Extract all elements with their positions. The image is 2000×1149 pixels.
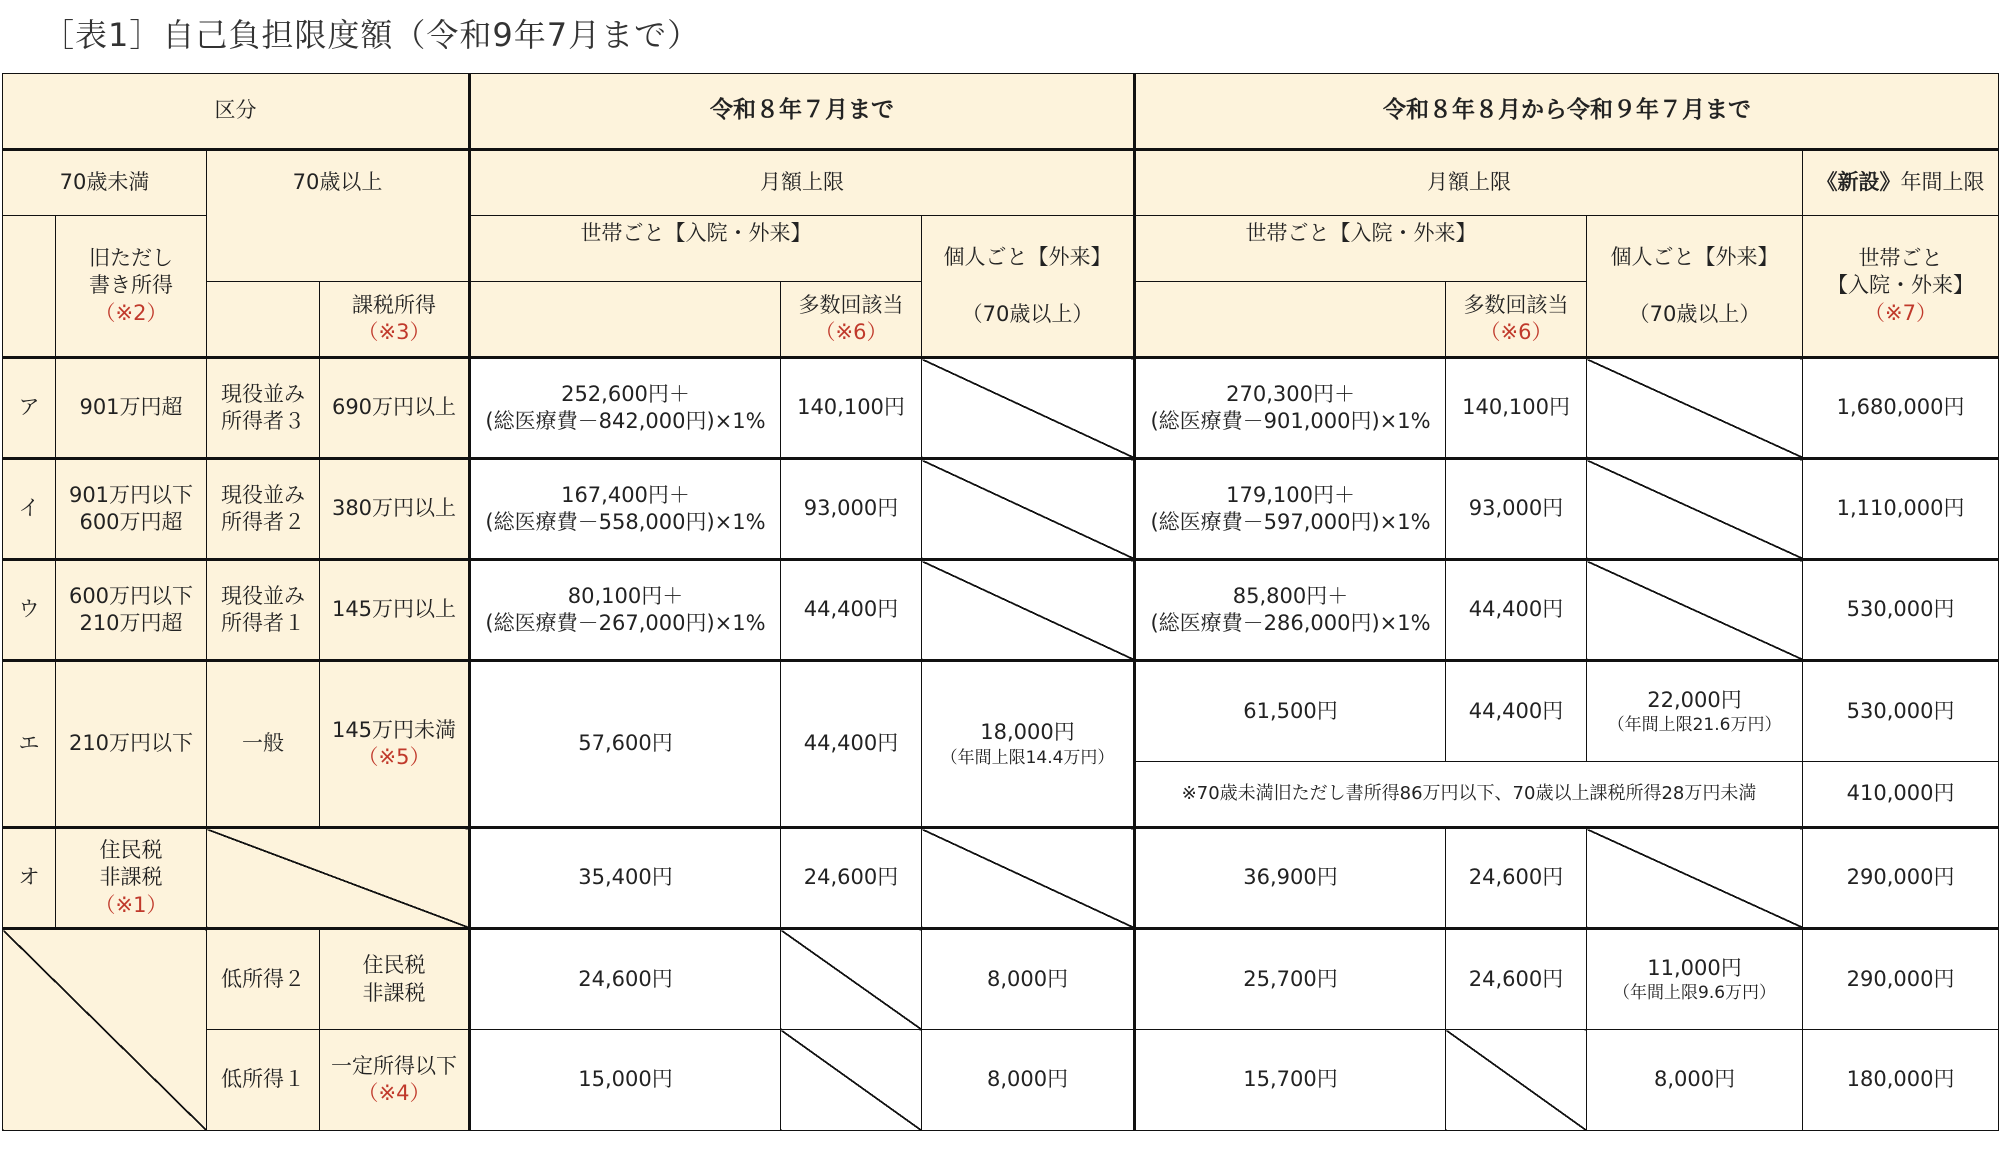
taxable-cell: [320, 1030, 470, 1131]
household-annual-header: [1803, 216, 1999, 358]
p1-many-cell: 140,100円: [781, 358, 922, 459]
p2-individual-empty: [1587, 459, 1803, 560]
p2-household-cell: [1135, 358, 1446, 459]
taxable-cell: [320, 929, 470, 1030]
p2-individual-empty: [1587, 358, 1803, 459]
p2-household-header: 世帯ごと【入院・外来】: [1135, 216, 1587, 282]
period2-header: 令和８年８月から令和９年７月まで: [1135, 74, 1999, 150]
p2-individual-age: （70歳以上）: [1628, 302, 1761, 326]
over70-empty: [207, 828, 470, 929]
annual-cell: 1,680,000円: [1803, 358, 1999, 459]
income-note: （※1）: [94, 892, 168, 917]
p2-monthly-limit-header: 月額上限: [1135, 150, 1803, 216]
p1-household-line1: 167,400円＋: [561, 482, 690, 507]
p1-individual-value: 18,000円: [980, 720, 1075, 745]
p2-many-cell: 44,400円: [1446, 661, 1587, 762]
new-label: 《新設》: [1816, 170, 1901, 195]
income-cell: 210万円以下: [56, 661, 207, 828]
p2-many-times-note: （※6）: [1479, 320, 1553, 344]
household-annual-line1: 世帯ごと: [1858, 246, 1943, 271]
p1-household-line1: 80,100円＋: [567, 583, 684, 608]
annual-cell: 1,110,000円: [1803, 459, 1999, 560]
income-cell: [56, 828, 207, 929]
taxable-note: （※5）: [357, 745, 431, 769]
p1-individual-annual: （年間上限14.4万円）: [940, 747, 1115, 768]
p1-individual-cell: 8,000円: [922, 1030, 1135, 1131]
p1-individual-cell: [922, 661, 1135, 828]
header-row-1: [3, 74, 1999, 150]
table-row: [3, 459, 1999, 560]
category-line1: 現役並み: [221, 381, 305, 406]
row-code: オ: [3, 828, 56, 929]
category-cell: 一般: [207, 661, 320, 828]
taxable-income-note: （※3）: [357, 320, 431, 344]
p1-household-line1: 252,600円＋: [561, 381, 690, 406]
taxable-line1: 住民税: [362, 953, 426, 978]
p1-household-line2: (総医療費－267,000円)×1%: [485, 611, 766, 635]
p2-many-cell: 140,100円: [1446, 358, 1587, 459]
copayment-limit-table: [2, 73, 1999, 1131]
p1-individual-age: （70歳以上）: [961, 302, 1094, 326]
household-annual-line2: 【入院・外来】: [1827, 273, 1975, 298]
p1-many-times-label: 多数回該当: [798, 292, 904, 317]
p1-household-cell: 57,600円: [470, 661, 781, 828]
category-line2: 所得者１: [221, 611, 305, 635]
category-line1: 現役並み: [221, 583, 305, 608]
p2-individual-cell: 8,000円: [1587, 1030, 1803, 1131]
annual-limit-header: [1803, 150, 1999, 216]
p2-household-line2: (総医療費－597,000円)×1%: [1150, 510, 1431, 534]
p1-household-cell: [470, 459, 781, 560]
income-line2: 600万円超: [79, 510, 183, 534]
p1-many-empty: [781, 1030, 922, 1131]
p2-individual-header: [1587, 216, 1803, 358]
p1-household-cell: 15,000円: [470, 1030, 781, 1131]
row-code: ウ: [3, 560, 56, 661]
p1-individual-empty: [922, 560, 1135, 661]
row-code: イ: [3, 459, 56, 560]
p1-household-line2: (総医療費－842,000円)×1%: [485, 409, 766, 433]
p1-many-times-note: （※6）: [814, 320, 888, 344]
p2-many-cell: 93,000円: [1446, 459, 1587, 560]
p2-household-line2: (総医療費－901,000円)×1%: [1150, 409, 1431, 433]
over70-header: 70歳以上: [207, 150, 470, 282]
category-cell: 低所得２: [207, 929, 320, 1030]
annual-cell: 290,000円: [1803, 828, 1999, 929]
taxable-line2: 非課税: [362, 980, 426, 1005]
annual-cell: 530,000円: [1803, 560, 1999, 661]
table-row: [3, 929, 1999, 1030]
taxable-line1: 145万円未満: [331, 717, 457, 742]
period1-header: 令和８年７月まで: [470, 74, 1135, 150]
category-cell: [207, 459, 320, 560]
over70-category-spacer: [207, 282, 320, 358]
row-code: ア: [3, 358, 56, 459]
p1-household-cell: [470, 560, 781, 661]
p2-many-cell: 44,400円: [1446, 560, 1587, 661]
p1-household-cell: 24,600円: [470, 929, 781, 1030]
p1-many-cell: 24,600円: [781, 828, 922, 929]
income-cell: [56, 560, 207, 661]
p2-household-line2: (総医療費－286,000円)×1%: [1150, 611, 1431, 635]
p1-individual-label: 個人ごと【外来】: [943, 244, 1112, 269]
header-row-2: [3, 150, 1999, 216]
p2-individual-label: 個人ごと【外来】: [1610, 244, 1779, 269]
household-annual-note: （※7）: [1864, 300, 1938, 325]
annual-cell: 530,000円: [1803, 661, 1999, 762]
category-cell: [207, 358, 320, 459]
under70-empty: [3, 929, 207, 1131]
old-income-header: [56, 216, 207, 358]
p1-monthly-limit-header: 月額上限: [470, 150, 1135, 216]
p1-household-cell: [470, 358, 781, 459]
category-line2: 所得者３: [221, 409, 305, 433]
category-cell: [207, 560, 320, 661]
table-row: [3, 358, 1999, 459]
p2-household-cell: 61,500円: [1135, 661, 1446, 762]
income-line1: 住民税: [99, 838, 163, 863]
under70-header: 70歳未満: [3, 150, 207, 216]
taxable-income-header: [320, 282, 470, 358]
category-line1: 現役並み: [221, 482, 305, 507]
p2-household-cell: 15,700円: [1135, 1030, 1446, 1131]
taxable-cell: 690万円以上: [320, 358, 470, 459]
table-row: [3, 661, 1999, 762]
p1-individual-empty: [922, 358, 1135, 459]
p1-household-line2: (総医療費－558,000円)×1%: [485, 510, 766, 534]
taxable-cell: 380万円以上: [320, 459, 470, 560]
p2-household-line1: 270,300円＋: [1226, 381, 1355, 406]
table-row: [3, 560, 1999, 661]
p2-household-cell: [1135, 560, 1446, 661]
taxable-income-label: 課税所得: [352, 292, 436, 317]
category-cell: 低所得１: [207, 1030, 320, 1131]
old-income-line2: 書き所得: [89, 273, 173, 298]
sub-annual-cell: 410,000円: [1803, 762, 1999, 828]
taxable-cell: [320, 661, 470, 828]
kubun-header: 区分: [3, 74, 470, 150]
p2-individual-annual: （年間上限21.6万円）: [1607, 715, 1782, 736]
p2-many-cell: 24,600円: [1446, 828, 1587, 929]
p2-individual-value: 22,000円: [1647, 687, 1742, 712]
p2-individual-value: 11,000円: [1647, 955, 1742, 980]
p1-individual-header: [922, 216, 1135, 358]
p1-many-cell: 93,000円: [781, 459, 922, 560]
p2-household-line1: 179,100円＋: [1226, 482, 1355, 507]
p1-household-header: 世帯ごと【入院・外来】: [470, 216, 922, 282]
taxable-line1: 一定所得以下: [331, 1053, 457, 1078]
p2-household-spacer: [1135, 282, 1446, 358]
p2-household-cell: 36,900円: [1135, 828, 1446, 929]
p1-many-times-header: [781, 282, 922, 358]
income-line1: 901万円以下: [68, 482, 194, 507]
low-income-note: ※70歳未満旧ただし書所得86万円以下、70歳以上課税所得28万円未満: [1135, 762, 1803, 828]
p2-household-cell: [1135, 459, 1446, 560]
p1-many-cell: 44,400円: [781, 661, 922, 828]
p1-individual-cell: 8,000円: [922, 929, 1135, 1030]
income-line1: 600万円以下: [68, 583, 194, 608]
p1-individual-empty: [922, 459, 1135, 560]
income-line2: 非課税: [99, 865, 163, 890]
old-income-note: （※2）: [94, 300, 168, 325]
p2-household-cell: 25,700円: [1135, 929, 1446, 1030]
taxable-cell: 145万円以上: [320, 560, 470, 661]
table-row: [3, 828, 1999, 929]
taxable-note: （※4）: [357, 1081, 431, 1105]
income-cell: 901万円超: [56, 358, 207, 459]
p2-individual-cell: [1587, 661, 1803, 762]
row-code: エ: [3, 661, 56, 828]
p1-many-empty: [781, 929, 922, 1030]
p2-household-line1: 85,800円＋: [1232, 583, 1349, 608]
p2-individual-empty: [1587, 560, 1803, 661]
table-row: [3, 1030, 1999, 1131]
annual-cell: 290,000円: [1803, 929, 1999, 1030]
income-line2: 210万円超: [79, 611, 183, 635]
category-line2: 所得者２: [221, 510, 305, 534]
p2-many-times-label: 多数回該当: [1463, 292, 1569, 317]
annual-cell: 180,000円: [1803, 1030, 1999, 1131]
under70-code-spacer: [3, 216, 56, 358]
p2-many-cell: 24,600円: [1446, 929, 1587, 1030]
income-cell: [56, 459, 207, 560]
p2-individual-empty: [1587, 828, 1803, 929]
p2-many-empty: [1446, 1030, 1587, 1131]
table-title: ［表1］自己負担限度額（令和9年7月まで）: [42, 16, 701, 54]
p1-many-cell: 44,400円: [781, 560, 922, 661]
p2-individual-cell: [1587, 929, 1803, 1030]
p1-household-spacer: [470, 282, 781, 358]
p1-household-cell: 35,400円: [470, 828, 781, 929]
p2-individual-annual: （年間上限9.6万円）: [1613, 983, 1777, 1004]
p1-individual-empty: [922, 828, 1135, 929]
old-income-line1: 旧ただし: [89, 246, 173, 271]
annual-limit-label: 年間上限: [1900, 170, 1985, 195]
p2-many-times-header: [1446, 282, 1587, 358]
